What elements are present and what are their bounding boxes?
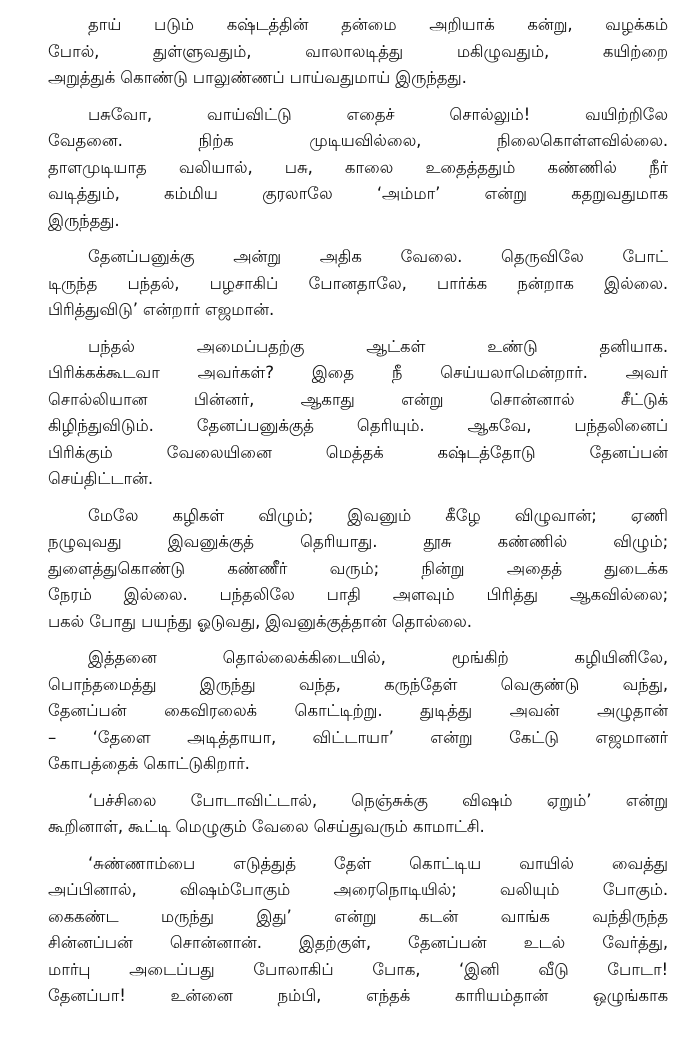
text-line: இத்தனை தொல்லைக்கிடையில், மூங்கிற் கழியினிலே, <box>88 648 668 667</box>
text-line: அப்பினால், விஷம்போகும் அரைநொடியில்; வலியும் போகும். <box>48 880 668 899</box>
text-line: பிரித்துவிடு’ என்றார் எஜமான். <box>48 300 275 319</box>
paragraph-5 <box>48 503 668 636</box>
text-line: ‘சுண்ணாம்பை எடுத்துத் தேள் கொட்டிய வாயில் வைத்து <box>88 853 668 873</box>
text-line: தேனப்பன் கைவிரலைக் கொட்டிற்று. துடித்து அவன் அழுதான் <box>48 701 668 720</box>
text-line: தேனப்பனுக்கு அன்று அதிக வேலை. தெருவிலே போட் <box>88 247 668 266</box>
text-line: – ‘தேளை அடித்தாயா, விட்டாயா’ என்று கேட்டு எஜமானர் <box>48 727 668 747</box>
text-line: கைகண்ட மருந்து இது’ என்று கடன் வாங்க வந்திருந்த <box>48 906 668 926</box>
text-line: தாய் படும் கஷ்டத்தின் தன்மை அறியாக் கன்று, வழக்கம் <box>88 15 668 34</box>
text-line: அறுத்துக் கொண்டு பாலுண்ணப் பாய்வதுமாய் இருந்தது. <box>48 68 467 87</box>
text-line: மார்பு அடைப்பது போலாகிப் போக, ‘இனி வீடு போடா! <box>48 959 668 979</box>
book-page <box>48 0 668 1050</box>
paragraph-8 <box>48 851 668 1010</box>
paragraph-6 <box>48 645 668 778</box>
paragraph-2 <box>48 102 668 235</box>
paragraph-7 <box>48 788 668 841</box>
text-line: சின்னப்பன் சொன்னான். இதற்குள், தேனப்பன் உடல் வேர்த்து, <box>48 933 668 952</box>
text-line: கோபத்தைக் கொட்டுகிறார். <box>48 754 250 773</box>
text-line: வேதனை. நிற்க முடியவில்லை, நிலைகொள்ளவில்லை. <box>48 131 668 150</box>
text-line: டிருந்த பந்தல், பழசாகிப் போனதாலே, பார்க்க நன்றாக இல்லை. <box>48 273 668 293</box>
text-line: கிழிந்துவிடும். தேனப்பனுக்குத் தெரியும். ஆகவே, பந்தலினைப் <box>48 416 668 435</box>
text-line: போல், துள்ளுவதும், வாலாலடித்து மகிழுவதும், கயிற்றை <box>48 41 668 61</box>
text-line: சொல்லியான பின்னர், ஆகாது என்று சொன்னால் சீட்டுக் <box>48 389 668 409</box>
paragraph-4 <box>48 334 668 493</box>
text-line: பசுவோ, வாய்விட்டு எதைச் சொல்லும்! வயிற்றிலே <box>88 104 668 124</box>
paragraph-3 <box>48 244 668 324</box>
text-line: வடித்தும், கம்மிய குரலாலே ‘அம்மா’ என்று கதறுவதுமாக <box>48 184 668 203</box>
text-line: நேரம் இல்லை. பந்தலிலே பாதி அளவும் பிரித்து ஆகவில்லை; <box>48 585 668 604</box>
text-line: தேனப்பா! உன்னை நம்பி, எந்தக் காரியம்தான் ஒழுங்காக <box>48 986 668 1005</box>
text-line: தாளமுடியாத வலியால், பசு, காலை உதைத்ததும் கண்ணில் நீர் <box>48 157 668 177</box>
text-line: நழுவுவது இவனுக்குத் தெரியாது. தூசு கண்ணில் விழும்; <box>48 532 668 551</box>
text-line: கூறினாள், கூட்டி மெழுகும் வேலை செய்துவரும் காமாட்சி. <box>48 817 485 836</box>
text-line: பந்தல் அமைப்பதற்கு ஆட்கள் உண்டு தனியாக. <box>88 336 668 356</box>
paragraph-1 <box>48 12 668 92</box>
text-line: மேலே கழிகள் விழும்; இவனும் கீழே விழுவான்; ஏணி <box>88 505 668 525</box>
text-line: பிரிக்கும் வேலையினை மெத்தக் கஷ்டத்தோடு தேனப்பன் <box>48 442 668 462</box>
text-line: துளைத்துகொண்டு கண்ணீர் வரும்; நின்று அதைத் துடைக்க <box>48 558 668 578</box>
text-line: செய்திட்டான். <box>48 469 153 488</box>
text-line: பொந்தமைத்து இருந்து வந்த, கருந்தேள் வெகுண்டு வந்து, <box>48 674 668 694</box>
text-line: இருந்தது. <box>48 210 120 230</box>
text-line: ‘பச்சிலை போடாவிட்டால், நெஞ்சுக்கு விஷம் ஏறும்’ என்று <box>88 790 668 810</box>
text-line: பகல் போது பயந்து ஓடுவது, இவனுக்குத்தான் தொல்லை. <box>48 611 472 631</box>
text-line: பிரிக்கக்கூடவா அவர்கள்? இதை நீ செய்யலாமென்றார். அவர் <box>48 363 668 382</box>
